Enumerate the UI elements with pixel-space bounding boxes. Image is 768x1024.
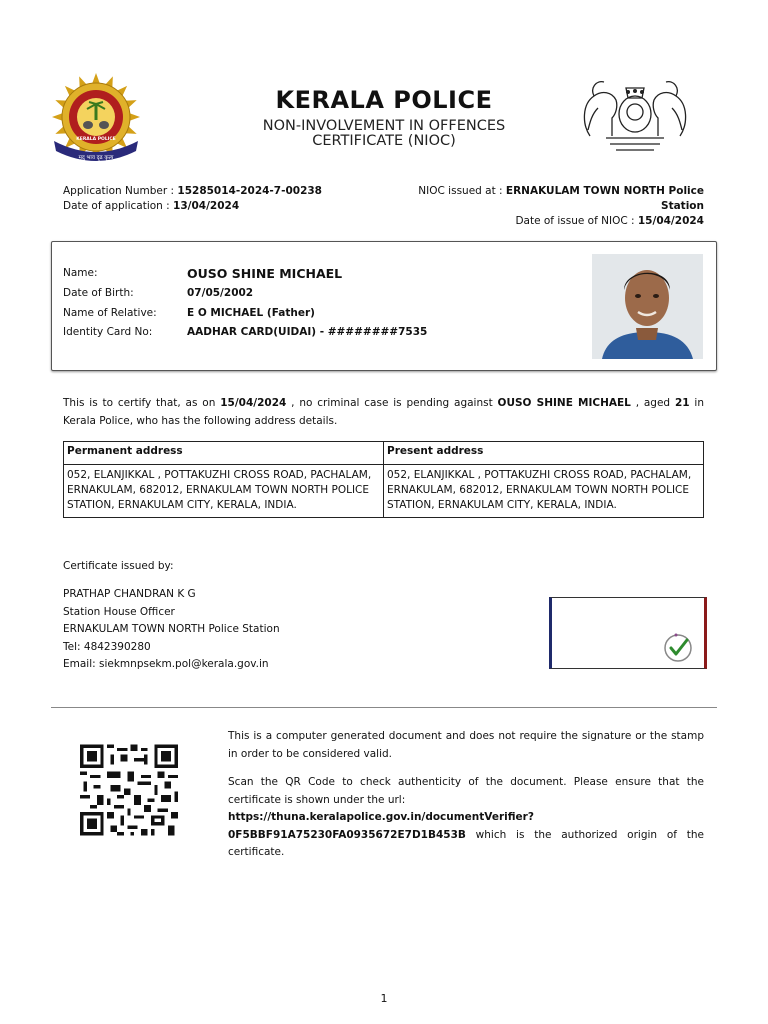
dob-value: 07/05/2002	[187, 287, 254, 299]
application-date: Date of application : 13/04/2024	[63, 200, 240, 212]
issuer-tel: Tel: 4842390280	[63, 640, 151, 653]
issued-at: NIOC issued at : ERNAKULAM TOWN NORTH Police	[418, 185, 704, 197]
present-address-value: 052, ELANJIKKAL , POTTAKUZHI CROSS ROAD, PACHALAM, ERNAKULAM, 682012, ERNAKULAM TOWN NORTH POLICE STATION, ERNAKULAM CITY, KERALA, INDIA.	[384, 465, 704, 518]
name-label: Name:	[63, 267, 98, 279]
issuer-email: Email: siekmnpsekm.pol@kerala.gov.in	[63, 658, 269, 670]
verify-url-cont: 0F5BBF91A75230FA0935672E7D1B453B which is the authorized origin of the certificate.	[228, 828, 704, 858]
digital-signature-box	[549, 597, 707, 669]
permanent-address-header: Permanent address	[64, 442, 384, 465]
dob-label: Date of Birth:	[63, 287, 134, 299]
issuer-heading: Certificate issued by:	[63, 560, 174, 572]
application-number: Application Number : 15285014-2024-7-00238	[63, 185, 322, 197]
issued-at-cont: Station	[661, 200, 704, 212]
issuer-block	[63, 586, 280, 674]
application-meta	[63, 184, 322, 214]
table-header-row	[64, 442, 704, 465]
emblem-motto: मृदु भाव दृढ कृत्य	[78, 155, 114, 161]
emblem-text: KERALA POLICE	[76, 137, 116, 142]
issue-date: Date of issue of NIOC : 15/04/2024	[515, 215, 704, 227]
issue-meta	[418, 184, 704, 229]
permanent-address-value: 052, ELANJIKKAL , POTTAKUZHI CROSS ROAD, PACHALAM, ERNAKULAM, 682012, ERNAKULAM TOWN NORTH POLICE STATION, ERNAKULAM CITY, KERALA, INDIA.	[64, 465, 384, 518]
divider	[51, 707, 717, 708]
page-number: 1	[380, 992, 388, 1005]
name-value: OUSO SHINE MICHAEL	[187, 266, 343, 281]
issuer-name: PRATHAP CHANDRAN K G	[63, 588, 196, 600]
qr-code-icon	[80, 744, 178, 836]
scan-instructions	[228, 774, 704, 862]
verify-url[interactable]: https://thuna.keralapolice.gov.in/documentVerifier?	[228, 811, 534, 823]
applicant-photo	[592, 254, 703, 359]
address-table	[63, 441, 704, 518]
table-row	[64, 465, 704, 518]
computer-generated-note: This is a computer generated document and does not require the signature or the stamp in order to be considered valid.	[228, 730, 704, 760]
person-photo-icon	[592, 254, 703, 359]
subtitle-line-1: NON-INVOLVEMENT IN OFFENCES	[262, 118, 506, 134]
page-subtitle	[0, 119, 768, 149]
qr-code	[80, 744, 178, 836]
page-title: KERALA POLICE	[275, 86, 493, 114]
scan-text: Scan the QR Code to check authenticity of the document. Please ensure that the certificate is shown under the url:	[228, 776, 704, 806]
subtitle-line-2: CERTIFICATE (NIOC)	[312, 133, 456, 149]
issuer-station: ERNAKULAM TOWN NORTH Police Station	[63, 623, 280, 635]
relative-label: Name of Relative:	[63, 307, 157, 319]
id-label: Identity Card No:	[63, 326, 153, 338]
signature-verified-icon	[663, 631, 695, 663]
relative-value: E O MICHAEL (Father)	[187, 307, 315, 319]
present-address-header: Present address	[384, 442, 704, 465]
certification-text: This is to certify that, as on 15/04/2024 , no criminal case is pending against OUSO SHINE MICHAEL , aged 21 in Kerala Police, who has the following address details.	[63, 397, 704, 427]
issuer-designation: Station House Officer	[63, 605, 175, 618]
id-value: AADHAR CARD(UIDAI) - ########7535	[187, 326, 428, 338]
